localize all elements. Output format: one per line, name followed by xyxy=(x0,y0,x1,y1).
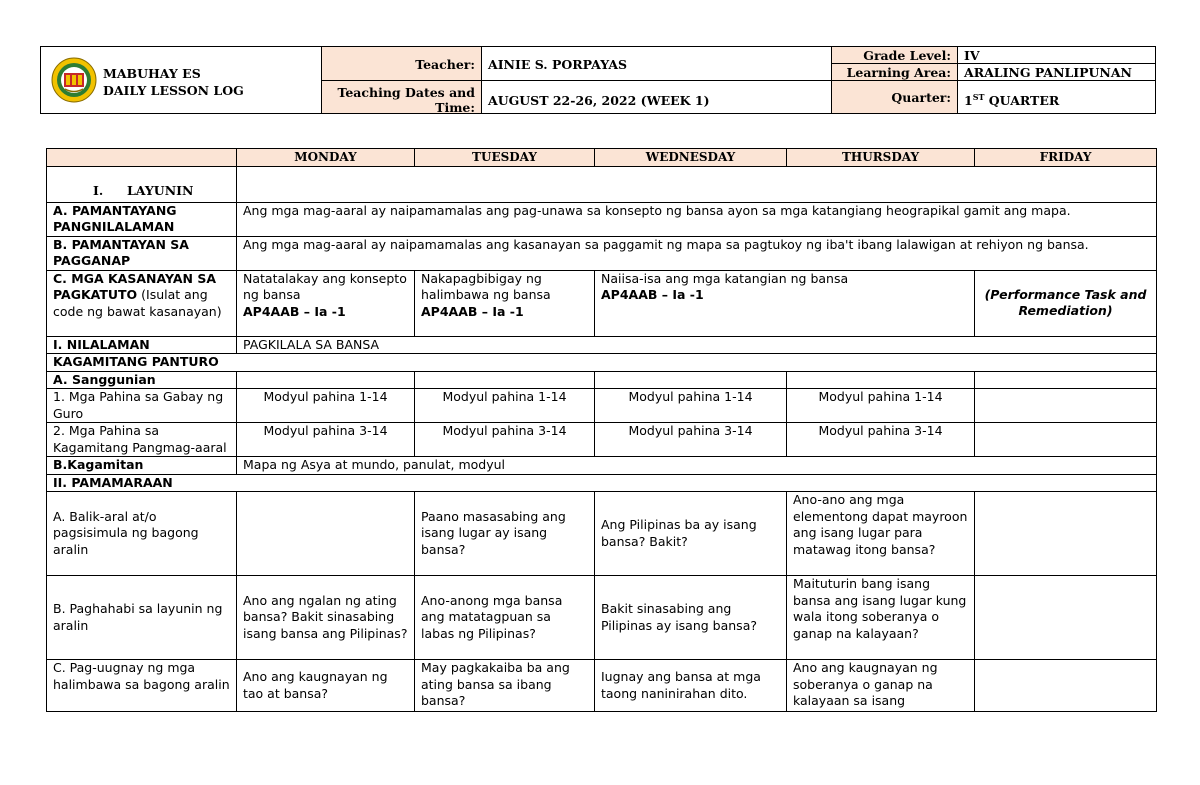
teacher-value: AINIE S. PORPAYAS xyxy=(488,57,628,72)
nilalaman-label: I. NILALAMAN xyxy=(47,336,237,354)
kasanayan-tuesday-code: AP4AAB – Ia -1 xyxy=(421,303,524,319)
layunin-number: I. xyxy=(93,183,104,198)
day-thursday: THURSDAY xyxy=(787,149,975,167)
pamantayan-sa-pagganap-label: B. PAMANTAYAN SA PAGGANAP xyxy=(47,236,237,270)
lesson-log-header xyxy=(40,46,1156,114)
paghahabi-monday: Ano ang ngalan ng ating bansa? Bakit sinasabing isang bansa ang Pilipinas? xyxy=(237,576,415,660)
grade-level-label: Grade Level: xyxy=(863,48,951,63)
quarter-suffix: ST xyxy=(972,92,985,102)
kasanayan-label-note: (Isulat ang code ng bawat kasanayan) xyxy=(53,287,222,319)
layunin-label xyxy=(47,166,237,202)
sanggunian-thursday xyxy=(787,371,975,389)
kasanayan-tuesday-text: Nakapagbibigay ng halimbawa ng bansa xyxy=(421,270,551,302)
balik-aral-wednesday: Ang Pilipinas ba ay isang bansa? Bakit? xyxy=(595,492,787,576)
school-seal-logo xyxy=(51,57,97,103)
pag-uugnay-tuesday: May pagkakaiba ba ang ating bansa sa ibang bansa? xyxy=(415,660,595,712)
quarter-number: 1 xyxy=(964,93,973,109)
corner-cell xyxy=(47,149,237,167)
paghahabi-friday xyxy=(975,576,1157,660)
gabay-guro-row xyxy=(47,389,1157,423)
quarter-label: Quarter: xyxy=(891,90,951,105)
gabay-guro-wednesday: Modyul pahina 1-14 xyxy=(595,389,787,423)
layunin-text: LAYUNIN xyxy=(127,183,194,198)
school-title-block xyxy=(103,65,244,99)
day-monday: MONDAY xyxy=(237,149,415,167)
sanggunian-monday xyxy=(237,371,415,389)
pamantayang-pangnilalaman-text: Ang mga mag-aaral ay naipamamalas ang pag-unawa sa konsepto ng bansa ayon sa mga katangiang heograpikal gamit ang mapa. xyxy=(237,202,1157,236)
pamantayan-sa-pagganap-row xyxy=(47,236,1157,270)
balik-aral-row xyxy=(47,492,1157,576)
sanggunian-label: A. Sanggunian xyxy=(47,371,237,389)
kagamitang-pangmag-aaral-label: 2. Mga Pahina sa Kagamitang Pangmag-aaral xyxy=(47,423,237,457)
kasanayan-wednesday-text: Naiisa-isa ang mga katangian ng bansa xyxy=(601,270,849,286)
kasanayan-wednesday-code: AP4AAB – Ia -1 xyxy=(601,287,704,302)
gabay-guro-thursday: Modyul pahina 1-14 xyxy=(787,389,975,423)
pag-uugnay-row xyxy=(47,660,1157,712)
kasanayan-wednesday-thursday xyxy=(595,270,975,336)
pamantayan-sa-pagganap-text: Ang mga mag-aaral ay naipamamalas ang kasanayan sa paggamit ng mapa sa pagtukoy ng iba't ibang lalawigan at rehiyon ng bansa. xyxy=(237,236,1157,270)
nilalaman-row xyxy=(47,336,1157,354)
pag-uugnay-monday: Ano ang kaugnayan ng tao at bansa? xyxy=(237,660,415,712)
paghahabi-label: B. Paghahabi sa layunin ng aralin xyxy=(47,576,237,660)
balik-aral-monday xyxy=(237,492,415,576)
kasanayan-label xyxy=(47,270,237,336)
kasanayan-monday-code: AP4AAB – Ia -1 xyxy=(243,303,346,319)
balik-aral-label: A. Balik-aral at/o pagsisimula ng bagong aralin xyxy=(47,492,237,576)
kagamitang-pangmag-aaral-wednesday: Modyul pahina 3-14 xyxy=(595,423,787,457)
pag-uugnay-label: C. Pag-uugnay ng mga halimbawa sa bagong aralin xyxy=(47,660,237,712)
dates-label-line1: Teaching Dates and xyxy=(337,85,475,100)
sanggunian-wednesday xyxy=(595,371,787,389)
teacher-dates-value-column xyxy=(481,47,831,113)
document-title: DAILY LESSON LOG xyxy=(103,83,244,98)
learning-area-label: Learning Area: xyxy=(846,65,951,80)
pag-uugnay-thursday: Ano ang kaugnayan ng soberanya o ganap na kalayaan sa isang xyxy=(787,660,975,712)
pamamaraan-row xyxy=(47,474,1157,492)
kagamitang-panturo-row xyxy=(47,354,1157,372)
teacher-label: Teacher: xyxy=(415,57,475,72)
gabay-guro-tuesday: Modyul pahina 1-14 xyxy=(415,389,595,423)
kasanayan-monday xyxy=(237,270,415,336)
grade-level-value: IV xyxy=(964,48,980,63)
layunin-row xyxy=(47,166,1157,202)
gabay-guro-friday xyxy=(975,389,1157,423)
kagamitang-pangmag-aaral-thursday: Modyul pahina 3-14 xyxy=(787,423,975,457)
kagamitan-text: Mapa ng Asya at mundo, panulat, modyul xyxy=(237,457,1157,475)
kagamitang-pangmag-aaral-row xyxy=(47,423,1157,457)
paghahabi-tuesday: Ano-anong mga bansa ang matatagpuan sa labas ng Pilipinas? xyxy=(415,576,595,660)
paghahabi-thursday: Maituturin bang isang bansa ang isang lugar kung wala itong soberanya o ganap na kalayaan? xyxy=(787,576,975,660)
balik-aral-tuesday: Paano masasabing ang isang lugar ay isang bansa? xyxy=(415,492,595,576)
kasanayan-label-bold: C. MGA KASANAYAN SA PAGKATUTO xyxy=(53,270,216,302)
kagamitang-pangmag-aaral-tuesday: Modyul pahina 3-14 xyxy=(415,423,595,457)
kasanayan-row xyxy=(47,270,1157,336)
lesson-log-table xyxy=(46,148,1157,712)
paghahabi-wednesday: Bakit sinasabing ang Pilipinas ay isang bansa? xyxy=(595,576,787,660)
grade-area-quarter-value-column xyxy=(957,47,1155,113)
pag-uugnay-wednesday: Iugnay ang bansa at mga taong naninirahan dito. xyxy=(595,660,787,712)
sanggunian-tuesday xyxy=(415,371,595,389)
day-friday: FRIDAY xyxy=(975,149,1157,167)
quarter-value xyxy=(958,90,1155,108)
day-tuesday: TUESDAY xyxy=(415,149,595,167)
day-header-row xyxy=(47,149,1157,167)
kasanayan-tuesday xyxy=(415,270,595,336)
kasanayan-friday: (Performance Task and Remediation) xyxy=(975,270,1157,336)
kagamitang-panturo-label: KAGAMITANG PANTURO xyxy=(47,354,1157,372)
kasanayan-monday-text: Natatalakay ang konsepto ng bansa xyxy=(243,270,407,302)
kagamitang-pangmag-aaral-monday: Modyul pahina 3-14 xyxy=(237,423,415,457)
gabay-guro-label: 1. Mga Pahina sa Gabay ng Guro xyxy=(47,389,237,423)
balik-aral-thursday: Ano-ano ang mga elementong dapat mayroon ang isang lugar para matawag itong bansa? xyxy=(787,492,975,576)
dates-label-line2: Time: xyxy=(435,100,475,115)
learning-area-value: ARALING PANLIPUNAN xyxy=(964,65,1132,80)
dates-value: AUGUST 22-26, 2022 (WEEK 1) xyxy=(488,93,710,108)
kagamitan-row xyxy=(47,457,1157,475)
balik-aral-friday xyxy=(975,492,1157,576)
sanggunian-friday xyxy=(975,371,1157,389)
kagamitan-label: B.Kagamitan xyxy=(47,457,237,475)
pag-uugnay-friday xyxy=(975,660,1157,712)
kagamitang-pangmag-aaral-friday xyxy=(975,423,1157,457)
pamantayang-pangnilalaman-label: A. PAMANTAYANG PANGNILALAMAN xyxy=(47,202,237,236)
nilalaman-text: PAGKILALA SA BANSA xyxy=(237,336,1157,354)
pamamaraan-label: II. PAMAMARAAN xyxy=(47,474,1157,492)
day-wednesday: WEDNESDAY xyxy=(595,149,787,167)
quarter-word: QUARTER xyxy=(984,93,1060,109)
sanggunian-row xyxy=(47,371,1157,389)
school-name: MABUHAY ES xyxy=(103,66,201,81)
paghahabi-row xyxy=(47,576,1157,660)
pamantayang-pangnilalaman-row xyxy=(47,202,1157,236)
gabay-guro-monday: Modyul pahina 1-14 xyxy=(237,389,415,423)
layunin-content xyxy=(237,166,1157,202)
